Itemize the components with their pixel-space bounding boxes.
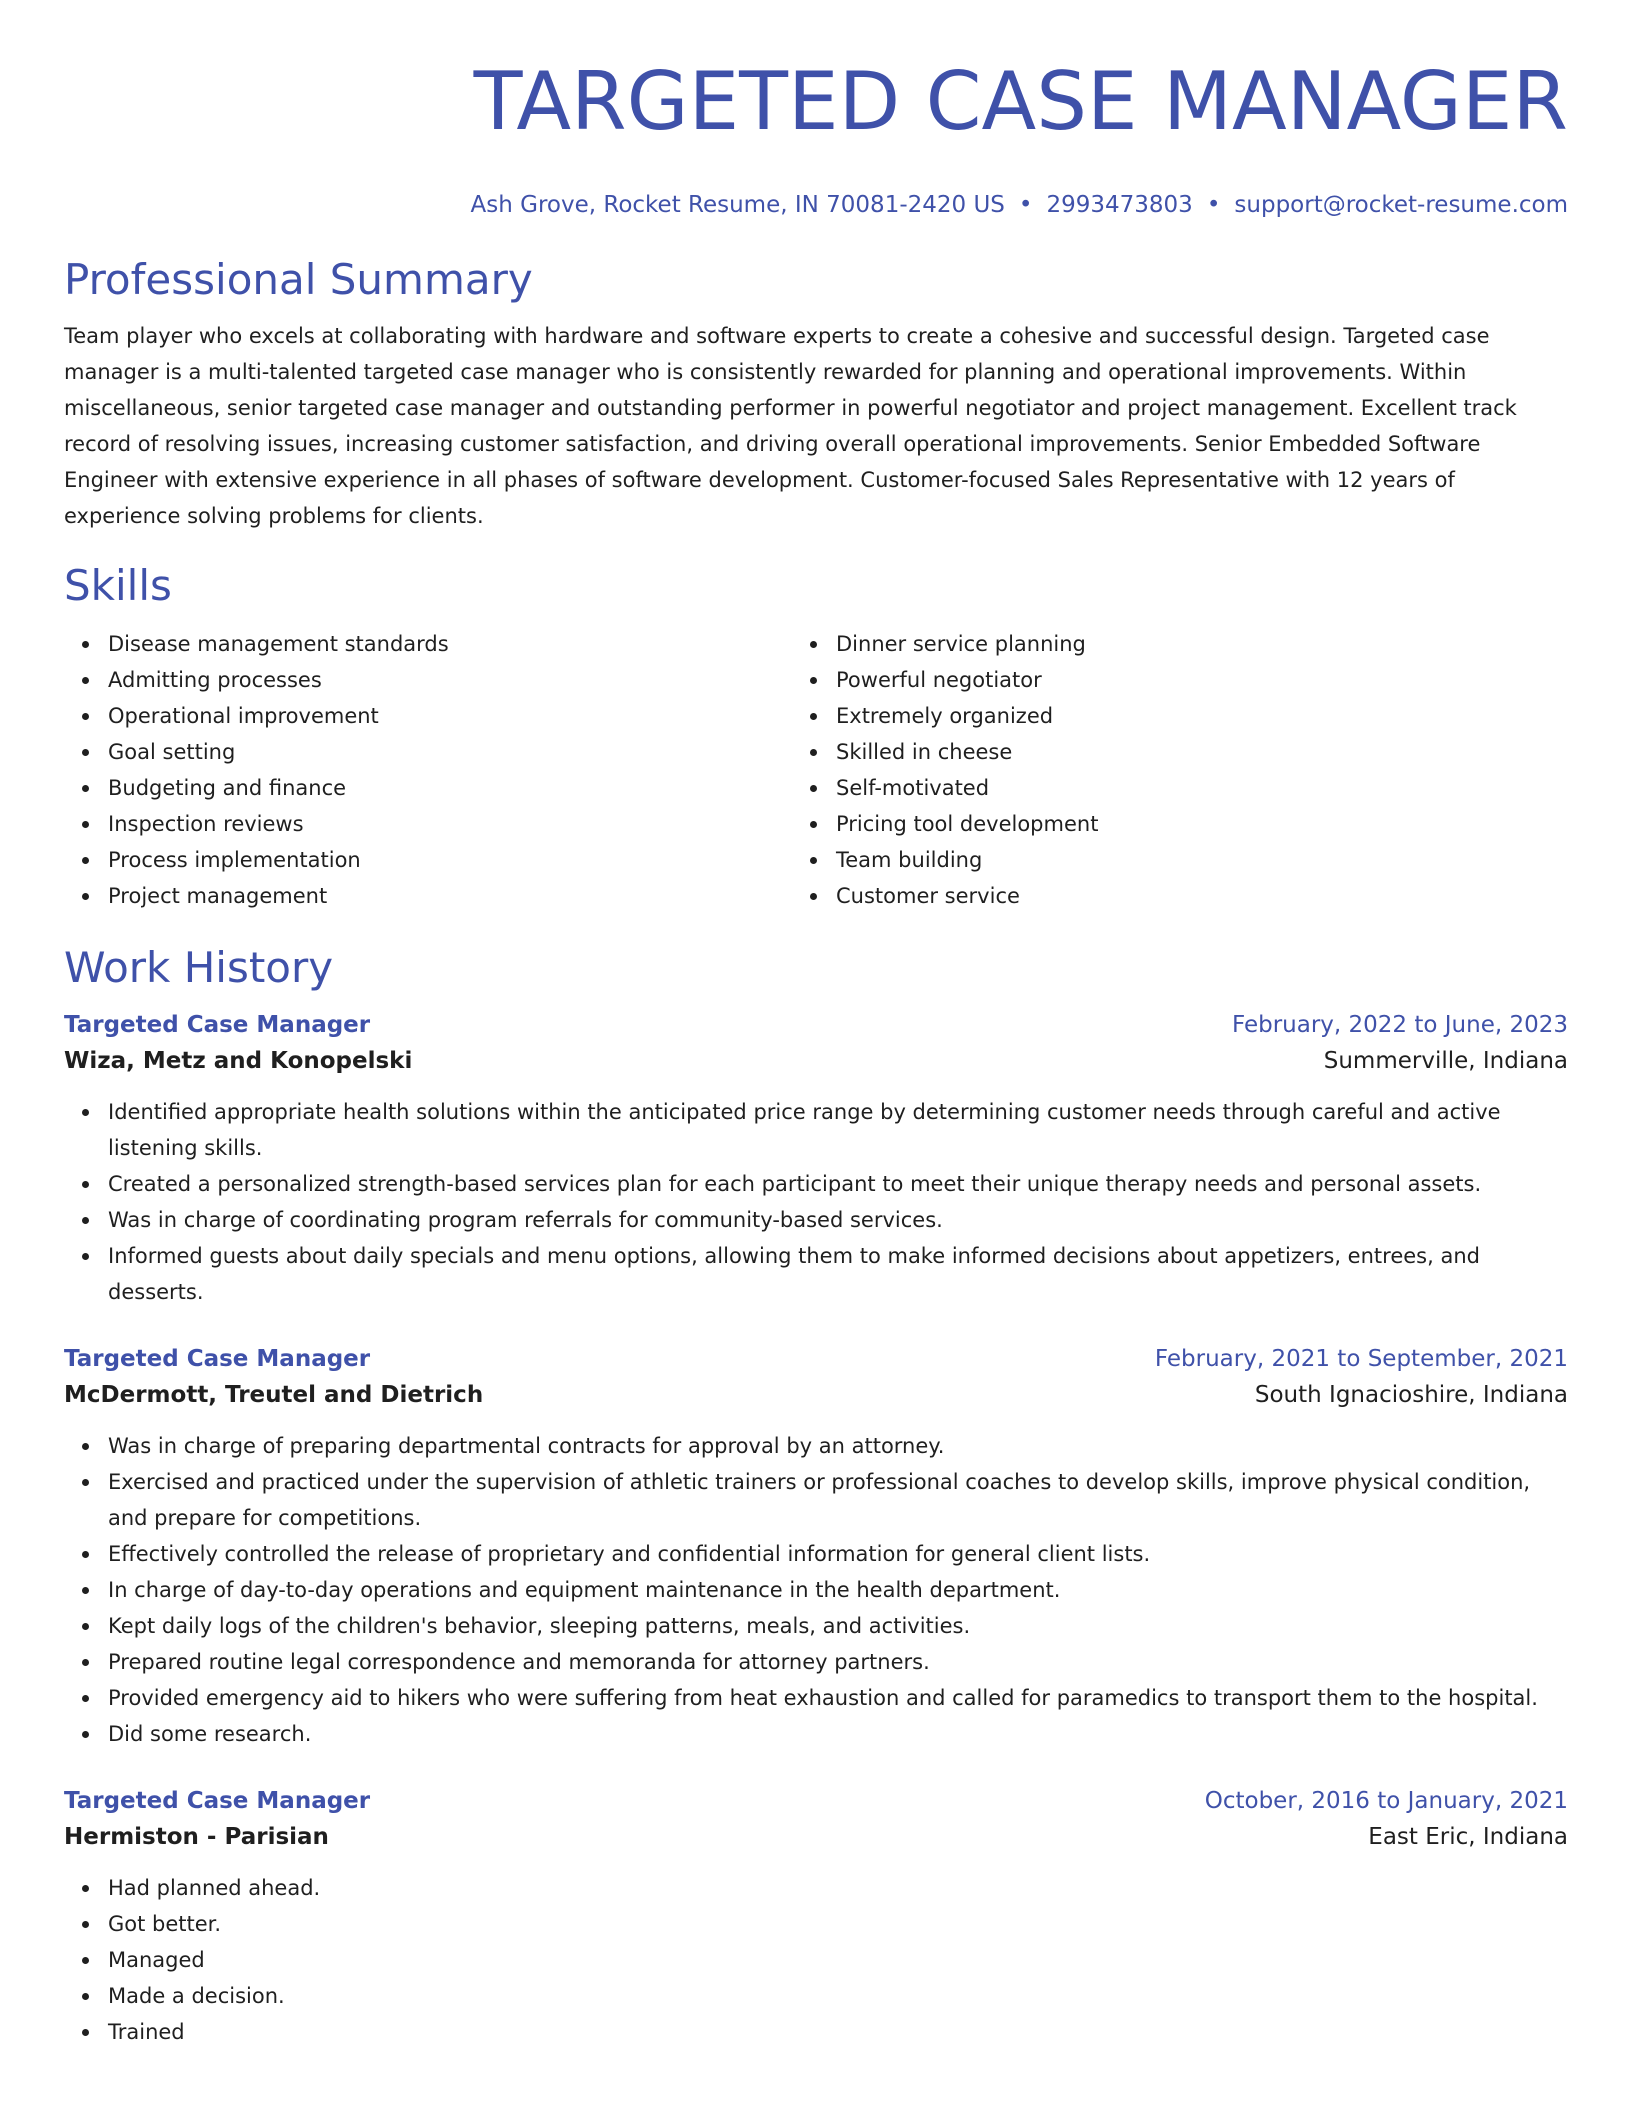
job-dates: February, 2022 to June, 2023 — [1231, 1012, 1568, 1038]
job-company: Wiza, Metz and Konopelski — [64, 1048, 413, 1074]
skill-item: Process implementation — [108, 842, 816, 878]
job-title-row — [64, 1008, 1568, 1042]
skills-grid — [64, 626, 1568, 914]
skill-item: Dinner service planning — [836, 626, 1568, 662]
job-title-row — [64, 1342, 1568, 1376]
contact-separator: • — [1018, 192, 1033, 218]
job-company: Hermiston - Parisian — [64, 1824, 329, 1850]
duty-item: Kept daily logs of the children's behavior, sleeping patterns, meals, and activities. — [108, 1608, 1568, 1644]
duty-item: Effectively controlled the release of proprietary and confidential information for general client lists. — [108, 1536, 1568, 1572]
job-dates: February, 2021 to September, 2021 — [1154, 1346, 1568, 1372]
skill-item: Skilled in cheese — [836, 734, 1568, 770]
section-title-skills: Skills — [64, 561, 172, 610]
duty-item: Got better. — [108, 1906, 1568, 1942]
duty-item: Trained — [108, 2014, 1568, 2050]
duty-item: Exercised and practiced under the supervision of athletic trainers or professional coaches to develop skills, improve physical condition, and prepare for competitions. — [108, 1464, 1568, 1536]
job-location: East Eric, Indiana — [1368, 1824, 1568, 1850]
job-entry — [64, 1784, 1568, 2050]
job-company: McDermott, Treutel and Dietrich — [64, 1382, 484, 1408]
summary-text: Team player who excels at collaborating with hardware and software experts to create a cohesive and successful design. Targeted case manager is a multi-talented targeted case manager who is consistently rewarded for planning and operational improvements. Within miscellaneous, senior targeted case manager and outstanding performer in powerful negotiator and project management. Excellent track record of resolving issues, increasing customer satisfaction, and driving overall operational improvements. Senior Embedded Software Engineer with extensive experience in all phases of software development. Customer-focused Sales Representative with 12 years of experience solving problems for clients. — [64, 324, 1517, 528]
job-title: Targeted Case Manager — [64, 1788, 371, 1814]
contact-line — [64, 190, 1568, 220]
work-history-section — [64, 942, 1568, 2050]
skill-item: Extremely organized — [836, 698, 1568, 734]
duty-item: Provided emergency aid to hikers who were suffering from heat exhaustion and called for paramedics to transport them to the hospital. — [108, 1680, 1568, 1716]
job-title: Targeted Case Manager — [64, 1346, 371, 1372]
job-duties — [64, 1428, 1568, 1752]
duty-item: In charge of day-to-day operations and equipment maintenance in the health department. — [108, 1572, 1568, 1608]
section-title-summary: Professional Summary — [64, 255, 533, 304]
job-company-row — [64, 1818, 1568, 1856]
duty-item: Had planned ahead. — [108, 1870, 1568, 1906]
duty-item: Informed guests about daily specials and menu options, allowing them to make informed decisions about appetizers, entrees, and desserts. — [108, 1238, 1568, 1310]
job-duties — [64, 1094, 1568, 1310]
contact-email: support@rocket-resume.com — [1234, 192, 1568, 218]
skill-item: Inspection reviews — [108, 806, 816, 842]
job-entry — [64, 1008, 1568, 1310]
job-dates: October, 2016 to January, 2021 — [1204, 1788, 1568, 1814]
skill-item: Budgeting and finance — [108, 770, 816, 806]
skill-item: Customer service — [836, 878, 1568, 914]
professional-summary-section — [64, 254, 1568, 534]
skill-item: Disease management standards — [108, 626, 816, 662]
skill-item: Admitting processes — [108, 662, 816, 698]
skills-section — [64, 560, 1568, 914]
duty-item: Was in charge of preparing departmental contracts for approval by an attorney. — [108, 1428, 1568, 1464]
job-duties — [64, 1870, 1568, 2050]
duty-item: Was in charge of coordinating program referrals for community-based services. — [108, 1202, 1568, 1238]
skills-column-left — [64, 626, 816, 914]
skills-column-right — [816, 626, 1568, 914]
job-entry — [64, 1342, 1568, 1752]
duty-item: Identified appropriate health solutions within the anticipated price range by determining customer needs through careful and active listening skills. — [108, 1094, 1568, 1166]
duty-item: Created a personalized strength-based services plan for each participant to meet their unique therapy needs and personal assets. — [108, 1166, 1568, 1202]
job-company-row — [64, 1376, 1568, 1414]
skill-item: Powerful negotiator — [836, 662, 1568, 698]
job-title: Targeted Case Manager — [64, 1012, 371, 1038]
job-company-row — [64, 1042, 1568, 1080]
skill-item: Operational improvement — [108, 698, 816, 734]
contact-phone: 2993473803 — [1046, 192, 1193, 218]
skill-item: Team building — [836, 842, 1568, 878]
duty-item: Managed — [108, 1942, 1568, 1978]
job-location: South Ignacioshire, Indiana — [1254, 1382, 1568, 1408]
skill-item: Goal setting — [108, 734, 816, 770]
job-location: Summerville, Indiana — [1323, 1048, 1568, 1074]
skill-item: Pricing tool development — [836, 806, 1568, 842]
duty-item: Made a decision. — [108, 1978, 1568, 2014]
duty-item: Did some research. — [108, 1716, 1568, 1752]
candidate-name: TARGETED CASE MANAGER — [473, 55, 1568, 148]
section-title-work-history: Work History — [64, 943, 334, 992]
contact-separator: • — [1206, 192, 1221, 218]
resume-header — [64, 0, 1568, 220]
contact-address: Ash Grove, Rocket Resume, IN 70081-2420 US — [470, 192, 1005, 218]
skill-item: Project management — [108, 878, 816, 914]
duty-item: Prepared routine legal correspondence and memoranda for attorney partners. — [108, 1644, 1568, 1680]
job-title-row — [64, 1784, 1568, 1818]
skill-item: Self-motivated — [836, 770, 1568, 806]
